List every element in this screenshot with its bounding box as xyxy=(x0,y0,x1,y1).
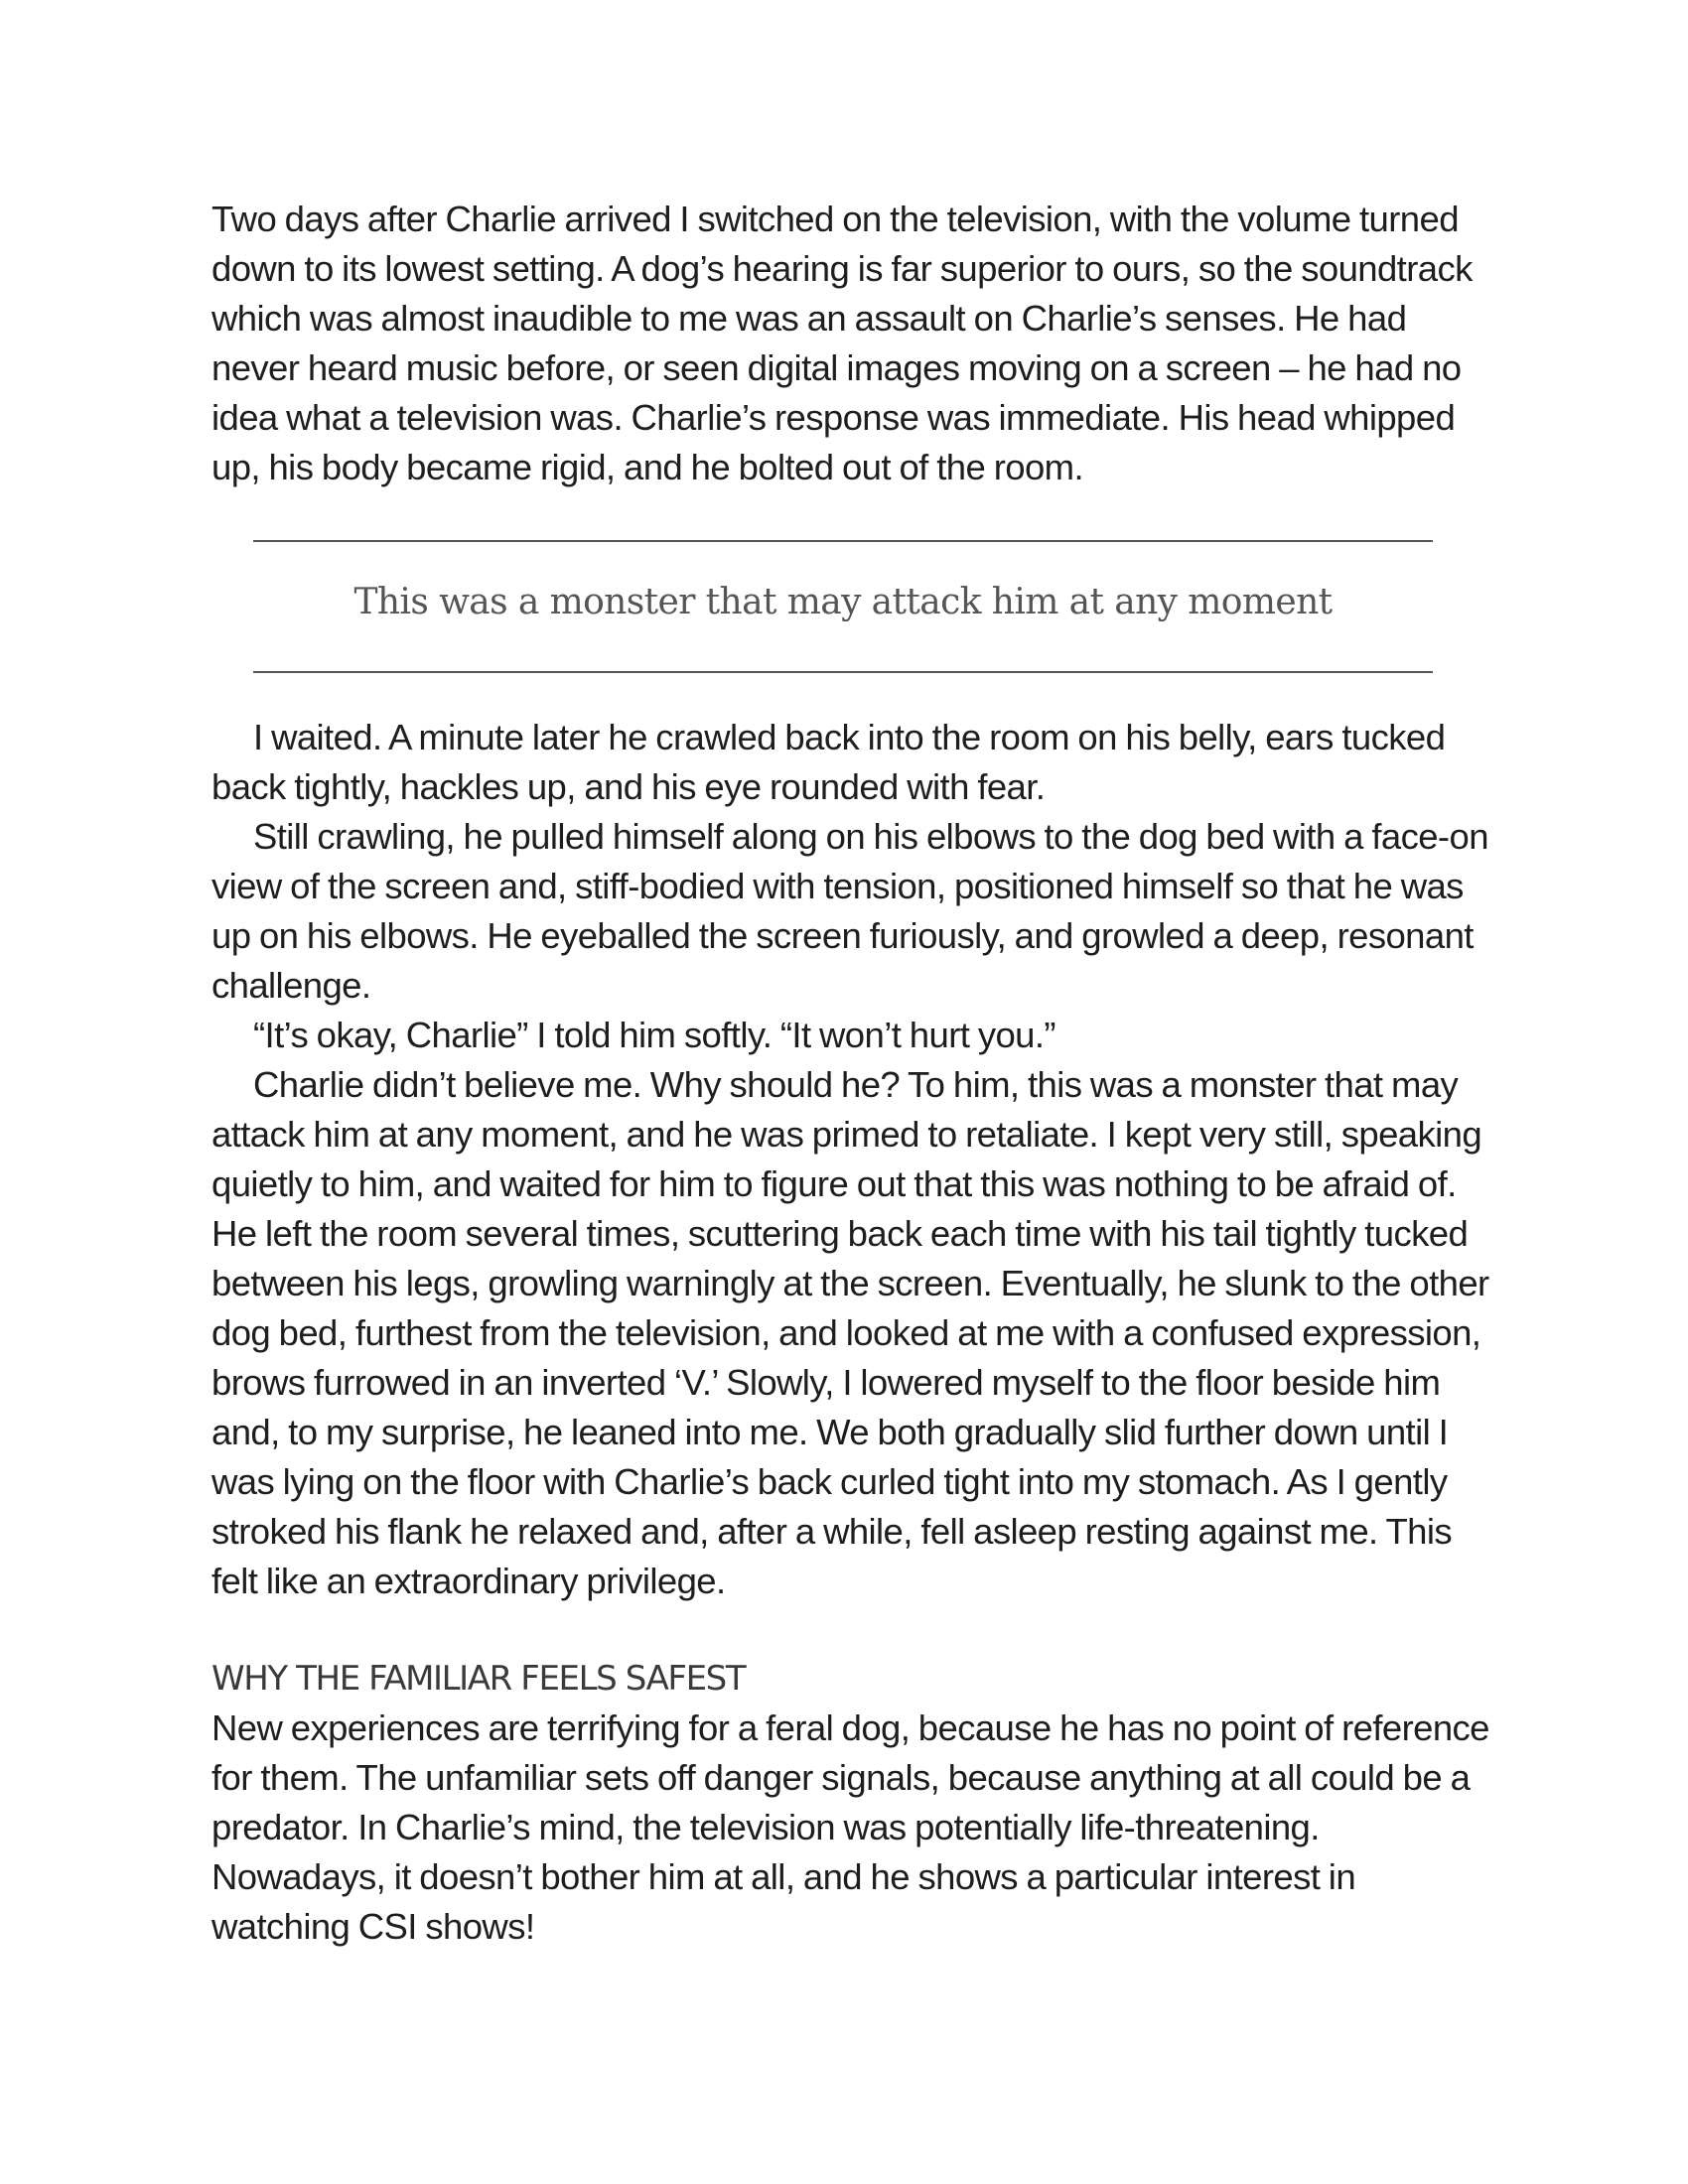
body-paragraph: Charlie didn’t believe me. Why should he? To him, this was a monster that may attack him at any moment, and he was primed to retaliate. I kept very still, speaking quietly to him, and waited for him to figure out that this was nothing to be afraid of. He left the room several times, scuttering back each time with his tail tightly tucked between his legs, growling warningly at the screen. Eventually, he slunk to the other dog bed, furthest from the television, and looked at me with a confused expression, brows furrowed in an inverted ‘V.’ Slowly, I lowered myself to the floor beside him and, to my surprise, he leaned into me. We both gradually slid further down until I was lying on the floor with Charlie’s back curled tight into my stomach. As I gently stroked his flank he relaxed and, after a while, fell asleep resting against me. This felt like an extraordinary privilege. xyxy=(211,1064,1489,1601)
body-text xyxy=(211,713,1492,1606)
pull-quote-bottom-rule xyxy=(253,671,1433,673)
page-content xyxy=(211,195,1492,1952)
pull-quote-block xyxy=(253,540,1433,673)
intro-paragraph: Two days after Charlie arrived I switched on the television, with the volume turned down to its lowest setting. A dog’s hearing is far superior to ours, so the soundtrack which was almost inaudible to me was an assault on Charlie’s senses. He had never heard music before, or seen digital images moving on a screen – he had no idea what a television was. Charlie’s response was immediate. His head whipped up, his body became rigid, and he bolted out of the room. xyxy=(211,199,1473,487)
body-paragraph: I waited. A minute later he crawled back into the room on his belly, ears tucked back tightly, hackles up, and his eye rounded with fear. xyxy=(211,717,1446,807)
body-paragraph: “It’s okay, Charlie” I told him softly. “It won’t hurt you.” xyxy=(253,1015,1055,1055)
section-heading: WHY THE FAMILIAR FEELS SAFEST xyxy=(211,1659,746,1699)
section-paragraph: New experiences are terrifying for a feral dog, because he has no point of reference for them. The unfamiliar sets off danger signals, because anything at all could be a predator. In Charlie’s mind, the television was potentially life-threatening. Nowadays, it doesn’t bother him at all, and he shows a particular interest in watching CSI shows! xyxy=(211,1707,1489,1947)
body-paragraph: Still crawling, he pulled himself along on his elbows to the dog bed with a face-on view of the screen and, stiff-bodied with tension, positioned himself so that he was up on his elbows. He eyeballed the screen furiously, and growled a deep, resonant challenge. xyxy=(211,816,1488,1006)
pull-quote: This was a monster that may attack him at any moment xyxy=(353,582,1333,622)
